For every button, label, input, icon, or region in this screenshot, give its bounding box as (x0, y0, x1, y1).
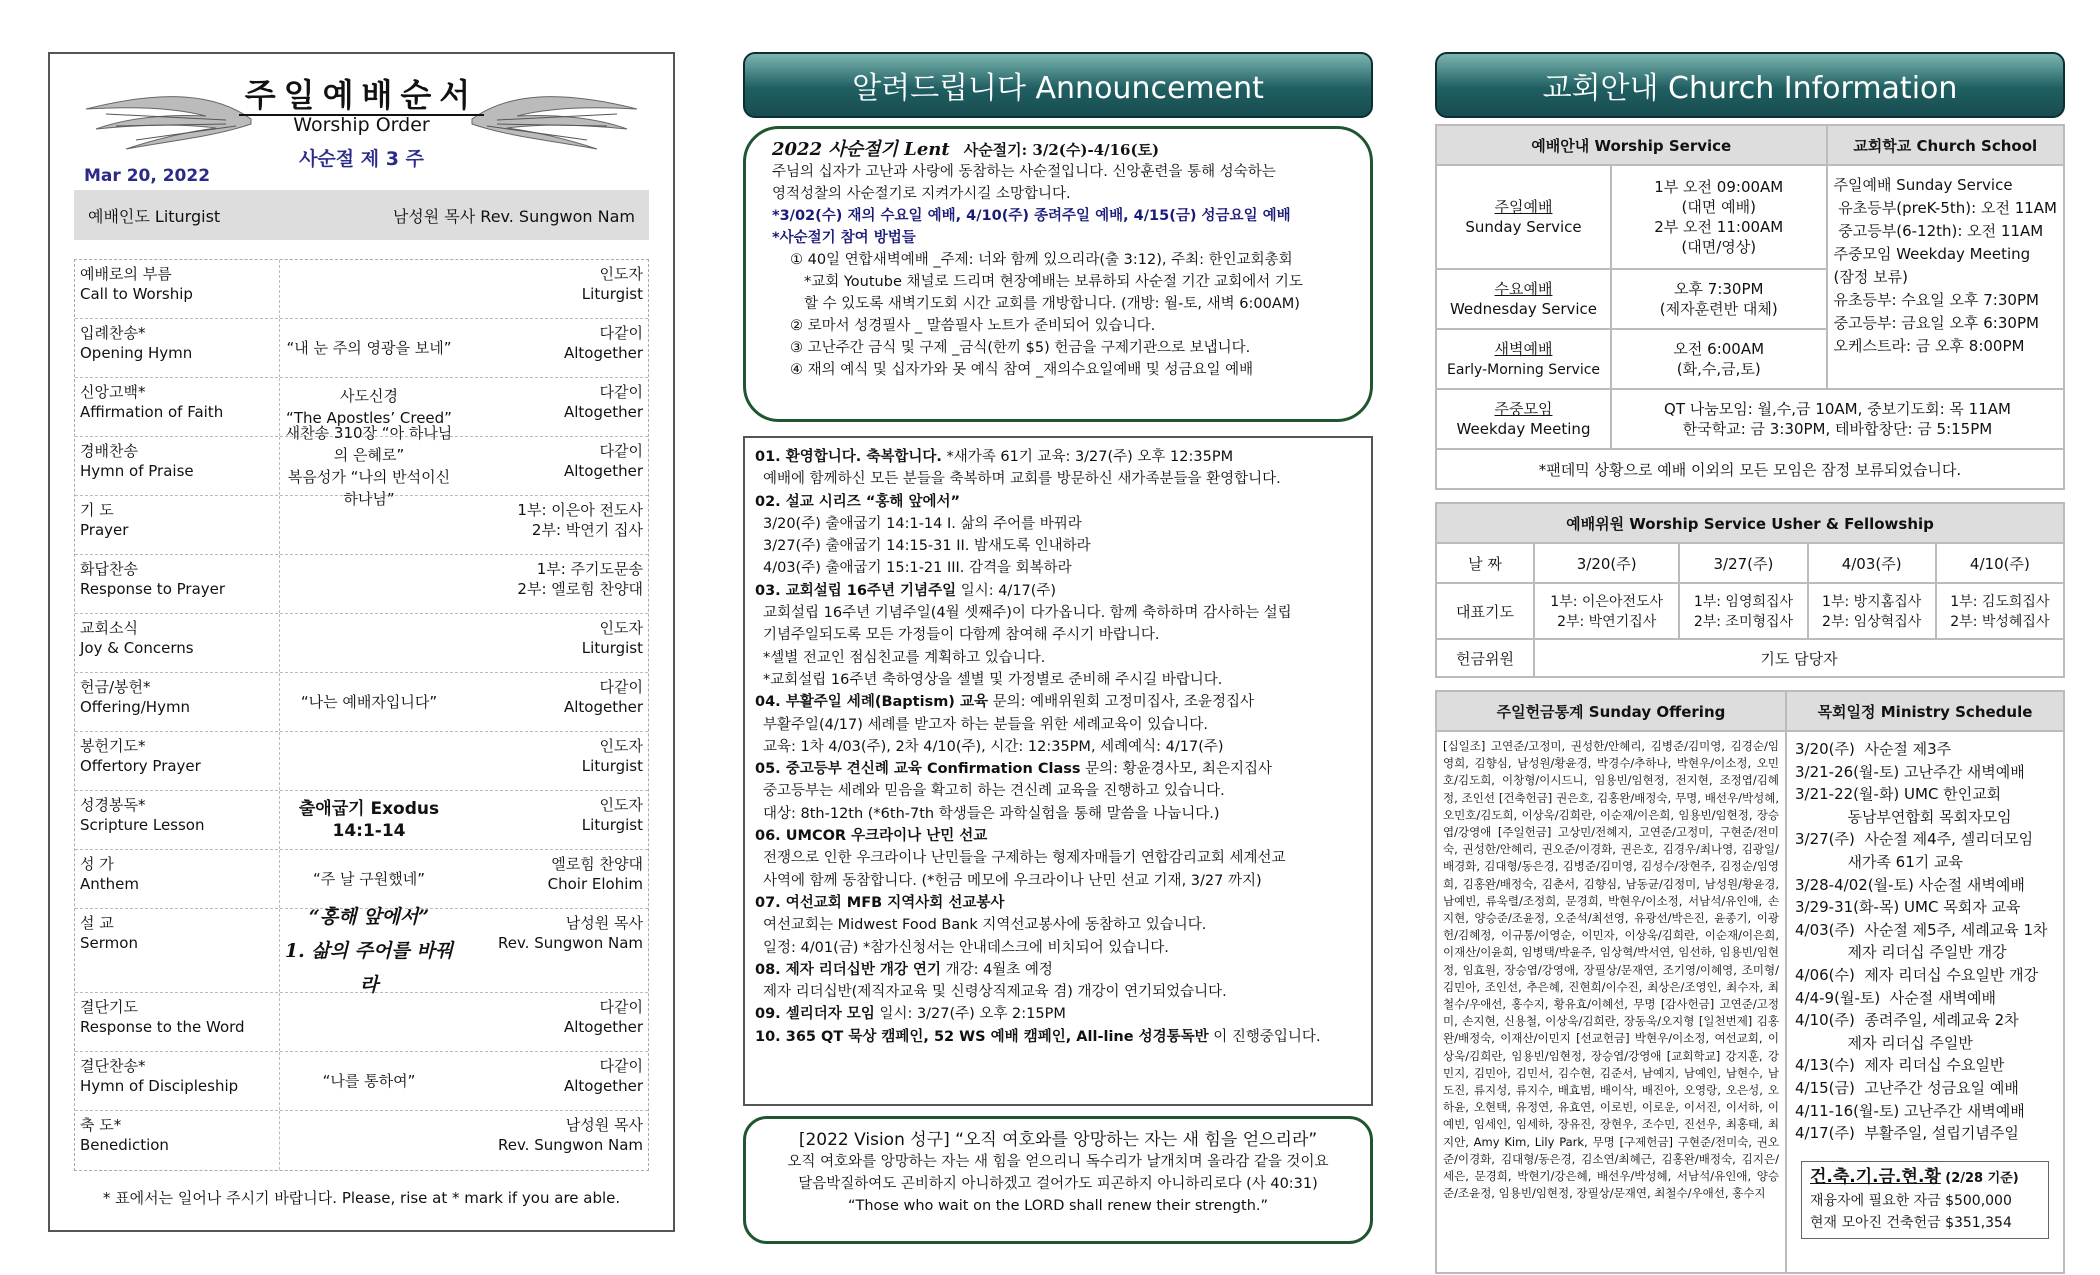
order-row (75, 673, 648, 732)
order-item-leader: 다같이 Altogether (563, 324, 643, 362)
schedule-item: 4/03(주) 사순절 제5주, 세례교육 1차 (1795, 920, 2048, 939)
schedule-item: 3/29-31(화-목) UMC 목회자 교육 (1795, 898, 2021, 917)
news-line: 일정: 4/01(금) *참가신청서는 안내데스크에 비치되어 있습니다. (763, 939, 1169, 956)
order-item-detail (280, 993, 458, 1051)
lent-text-1: 주님의 십자가 고난과 사랑에 동참하는 사순절입니다. 신앙훈련을 통해 성숙하는 (772, 164, 1276, 180)
order-item-name: 입례찬송* Opening Hymn (75, 319, 280, 377)
news-line: 중고등부는 세례와 믿음을 확고히 하는 견신례 교육을 진행하고 있습니다. (763, 783, 1225, 800)
liturgist-label: 예배인도 Liturgist (88, 206, 221, 226)
news-line: 제자 리더십반(제직자교육 및 신령상직제교육 겸) 개강이 연기되었습니다. (763, 984, 1227, 1001)
order-item-detail: 새찬송 310장 “아 하나님의 은혜로” 복음성가 “나의 반석이신 하나님” (285, 424, 453, 508)
order-item-detail (280, 555, 458, 613)
ws-name: 주중모임 Weekday Meeting (1436, 389, 1611, 449)
order-item-detail (280, 732, 458, 790)
building-fund-now: 현재 모아진 건축헌금 $351,354 (1810, 1214, 2012, 1231)
schedule-item: 3/21-26(월-토) 고난주간 새벽예배 (1795, 762, 2025, 781)
ws-time: QT 나눔모임: 월,수,금 10AM, 중보기도회: 목 11AM 한국학교: 금 3:30PM, 테바합창단: 금 5:15PM (1611, 389, 2064, 449)
schedule-heading: 목회일정 Ministry Schedule (1786, 691, 2064, 731)
vision-verse-2: 달음박질하여도 곤비하지 아니하겠고 걸어가도 피곤하지 아니하리로다 (사 40:31) (798, 1176, 1318, 1192)
order-item-detail (280, 496, 458, 554)
order-row (75, 319, 648, 378)
order-item-detail: 사도신경 “The Apostles’ Creed” (286, 387, 452, 427)
lent-text-2: 영적성찰의 사순절기로 지켜가시길 소망합니다. (772, 186, 1071, 202)
ws-name: 수요예배 Wednesday Service (1436, 269, 1611, 329)
schedule-item: 4/10(주) 종려주일, 세례교육 2차 (1795, 1011, 2019, 1030)
order-row (75, 424, 648, 508)
lent-item: ① 40일 연합새벽예배 _주제: 너와 함께 있으리라(출 3:12), 주최: 한인교회총회 (790, 252, 1293, 268)
order-item-detail: “홍해 앞에서” 1. 삶의 주어를 바꿔라 (284, 905, 454, 996)
news-line: 교회설립 16주년 기념주일(4월 셋째주)이 다가옵니다. 함께 축하하며 감사하는 설립 (763, 605, 1292, 622)
order-item-leader: 인도자 Liturgist (581, 265, 643, 303)
lent-item: 할 수 있도록 새벽기도회 시간 교회를 개방합니다. (개방: 월-토, 새벽 6:00AM) (804, 296, 1300, 312)
schedule-item: 4/11-16(월-토) 고난주간 새벽예배 (1795, 1101, 2025, 1120)
order-item-name: 성 가 Anthem (75, 850, 280, 908)
order-item-detail (280, 1111, 458, 1170)
order-item-leader: 1부: 주기도문송 2부: 엘로힘 찬양대 (517, 560, 643, 598)
order-item-name: 신앙고백* Affirmation of Faith (75, 378, 280, 436)
liturgist-bar (74, 190, 649, 240)
order-row (75, 496, 648, 555)
order-item-name: 결단기도 Response to the Word (75, 993, 280, 1051)
usher-col: 3/20(주) (1534, 543, 1679, 583)
news-line: 03. 교회설립 16주년 기념주일 일시: 4/17(주) (755, 582, 1057, 599)
order-item-leader: 다같이 Altogether (563, 442, 643, 480)
order-item-leader: 인도자 Liturgist (581, 796, 643, 834)
prayer-cell: 1부: 김도희집사 2부: 박성혜집사 (1936, 583, 2064, 639)
order-item-name: 화답찬송 Response to Prayer (75, 555, 280, 613)
usher-heading: 예배위원 Worship Service Usher & Fellowship (1436, 503, 2064, 543)
prayer-cell: 1부: 임영희집사 2부: 조미형집사 (1679, 583, 1807, 639)
liturgist-name: 남성원 목사 Rev. Sungwon Nam (392, 206, 635, 226)
order-item-detail: “나는 예배자입니다” (300, 693, 438, 711)
church-school-heading: 교회학교 Church School (1827, 125, 2065, 165)
announcement-banner: 알려드립니다 Announcement (743, 52, 1373, 118)
worship-order-title: 주일예배순서 (74, 70, 649, 116)
church-info-panel (1435, 52, 2065, 1232)
order-item-leader: 인도자 Liturgist (581, 737, 643, 775)
prayer-cell: 1부: 방지홈집사 2부: 임상혁집사 (1808, 583, 1936, 639)
usher-col: 4/10(주) (1936, 543, 2064, 583)
worship-service-heading: 예배안내 Worship Service (1436, 125, 1827, 165)
schedule-item: 4/4-9(월-토) 사순절 새벽예배 (1795, 988, 1996, 1007)
order-item-name: 봉헌기도* Offertory Prayer (75, 732, 280, 790)
ws-time: 오전 6:00AM (화,수,금,토) (1611, 329, 1827, 389)
order-item-detail: “나를 통하여” (322, 1072, 416, 1090)
order-item-name: 축 도* Benediction (75, 1111, 280, 1170)
building-fund-need: 재융자에 필요한 자금 $500,000 (1810, 1192, 2012, 1209)
vision-box (743, 1116, 1373, 1244)
news-line: 기념주일되도록 모든 가정들이 다함께 참여해 주시기 바랍니다. (763, 627, 1160, 644)
pandemic-note: *팬데믹 상황으로 예배 이외의 모든 모임은 잠정 보류되었습니다. (1436, 449, 2064, 489)
lent-methods-heading: *사순절기 참여 방법들 (772, 230, 916, 246)
offering-schedule-table (1435, 690, 2065, 1274)
offering-list: [십일조] 고연준/고정미, 권성한/안혜리, 김병준/김미영, 김경순/임영희, 김향심, 남성원/황윤경, 박경수/추하나, 박현우/이소정, 오민호/김도희, 이창형/이시드니, 임용빈/임현정, 전지현, 조정엽/김혜정, 조인선 [건축헌금] 권은호, 김홍완/배정숙, 무명, 배선우/박성혜, 오민호/김도희, 이상욱/김희란, 이순재/이은희, 임용빈/임현정, 장승엽/강영애 [주일헌금] 고상민/전혜지, 고연준/고정미, 구현준/전미숙, 권성한/안혜리, 권오준/이경화, 권은호, 김경우/최나영, 김광일/배경화, 김대형/동은경, 김병준/김미영, 김성수/장현주, 김정순/임영희, 김홍완/배정숙, 김춘서, 김향심, 남동균/김정미, 남성원/황윤경, 남예빈, 류욱렬/조정희, 문경희, 박현우/이소정, 서남석/유인애, 손지현, 양승준/조윤정, 오준석/최선영, 유광선/박은진, 윤종기, 이광헌/김혜정, 이규통/이영순, 이민자, 이상욱/김희란, 이순재/이은희, 이재산/이윤희, 임병택/박윤주, 임상혁/박서연, 임선하, 임용빈/임현정, 임효원, 장승엽/강영애, 장필상/문재연, 조기영/이혜영, 조미형/김민아, 조인선, 추은혜, 진현희/이수진, 최상은/조영인, 최수자, 최철수/우애선, 홍수지, 황유효/이혜선, 무명 [감사헌금] 고연준/고정미, 손지현, 신용철, 이상욱/김희란, 장동욱/오지형 [일천번제] 김홍완/배정숙, 이재산/이민지 [선교헌금] 박현우/이소정, 여선교회, 이상욱/김희란, 임용빈/임현정, 장승엽/강영애 [교회학교] 강지훈, 강민지, 김민아, 김민서, 김수현, 김준서, 남예지, 남예인, 남현수, 남도진, 류지성, 류지수, 배효범, 배이삭, 배진아, 오영랑, 오은성, 오하윤, 오현택, 유정연, 유효연, 이로빈, 이로운, 이서진, 이서하, 이예빈, 임세인, 임세하, 장유진, 장현우, 조수민, 진선우, 최홍태, 최지안, Amy Kim, Lily Park, 무명 [구제헌금] 구현준/전미숙, 권오준/이경화, 김대형/동은경, 김소연/최혜근, 김홍완/배정숙, 김지은/세은, 문경희, 박현기/강은혜, 배선우/박성혜, 서남석/유인애, 양승준/조윤정, 임용빈/임현정, 장필상/문재연, 최철수/우애선, 홍수지 (1436, 731, 1786, 1273)
schedule-item: 4/06(수) 제자 리더십 수요일반 개강 (1795, 965, 2039, 984)
schedule-item: 4/17(주) 부활주일, 설립기념주일 (1795, 1124, 2019, 1143)
worship-order-title-en: Worship Order (293, 114, 430, 136)
order-item-detail: 출애굽기 Exodus 14:1-14 (298, 799, 440, 841)
usher-col: 날 짜 (1436, 543, 1534, 583)
building-fund-box (1801, 1161, 2049, 1239)
lent-item: ③ 고난주간 금식 및 구제 _금식(한끼 $5) 헌금을 구제기관으로 보냅니다. (790, 340, 1251, 356)
lent-item: *교회 Youtube 채널로 드리며 현장예배는 보류하되 사순절 기간 교회에서 기도 (804, 274, 1303, 290)
order-item-detail: “주 날 구원했네” (312, 870, 426, 888)
order-row (75, 993, 648, 1052)
news-line: 전쟁으로 인한 우크라이나 난민들을 구제하는 형제자매들기 연합감리교회 세계선교 (763, 850, 1286, 867)
announcement-panel (743, 52, 1373, 1232)
offering-heading: 주일헌금통계 Sunday Offering (1436, 691, 1786, 731)
order-item-leader: 다같이 Altogether (563, 998, 643, 1036)
order-row (75, 1052, 648, 1111)
order-item-detail: “내 눈 주의 영광을 보네” (286, 339, 452, 357)
schedule-list (1795, 738, 2055, 1145)
schedule-item: 동남부연합회 목회자모임 (1795, 807, 2012, 826)
schedule-item: 3/28-4/02(월-토) 사순절 새벽예배 (1795, 875, 2025, 894)
order-item-name: 성경봉독* Scripture Lesson (75, 791, 280, 849)
news-line: 3/20(주) 출애굽기 14:1-14 I. 삶의 주어를 바꿔라 (763, 515, 1082, 532)
ws-name: 새벽예배 Early-Morning Service (1436, 329, 1611, 389)
schedule-cell (1786, 731, 2064, 1273)
news-line: 05. 중고등부 견신례 교육 Confirmation Class 문의: 황윤경사모, 최은지집사 (755, 761, 1272, 778)
order-row (75, 905, 648, 996)
order-row (75, 614, 648, 673)
news-line: *셀별 전교인 점심친교를 계획하고 있습니다. (763, 649, 1046, 666)
building-fund-date: (2/28 기준) (1945, 1170, 2019, 1186)
rise-footnote: * 표에서는 일어나 주시기 바랍니다. Please, rise at * mark if you are able. (102, 1189, 621, 1207)
order-item-name: 경배찬송 Hymn of Praise (75, 437, 280, 495)
schedule-item: 3/20(주) 사순절 제3주 (1795, 740, 1952, 758)
news-line: 교육: 1차 4/03(주), 2차 4/10(주), 시간: 12:35PM, 세례예식: 4/17(주) (763, 738, 1224, 755)
order-row (75, 732, 648, 791)
lent-box (743, 126, 1373, 422)
order-item-leader: 다같이 Altogether (563, 678, 643, 716)
news-line: 07. 여선교회 MFB 지역사회 선교봉사 (755, 894, 1005, 911)
order-item-name: 교회소식 Joy & Concerns (75, 614, 280, 672)
order-item-name: 기 도 Prayer (75, 496, 280, 554)
service-table (1435, 124, 2065, 490)
news-line: 10. 365 QT 묵상 캠페인, 52 WS 예배 캠페인, All-line 성경통독반 이 진행중입니다. (755, 1028, 1321, 1045)
building-fund-title: 건.축.기.금.현.황 (1810, 1166, 1941, 1187)
order-item-leader: 남성원 목사 Rev. Sungwon Nam (497, 914, 643, 952)
order-item-leader: 남성원 목사 Rev. Sungwon Nam (497, 1116, 643, 1154)
order-item-name: 결단찬송* Hymn of Discipleship (75, 1052, 280, 1110)
usher-table (1435, 502, 2065, 678)
offering-value: 기도 담당자 (1534, 639, 2064, 677)
order-row (75, 1111, 648, 1170)
lent-title: 2022 사순절기 Lent 사순절기: 3/2(수)-4/16(토) (772, 139, 1160, 160)
news-line: 여선교회는 Midwest Food Bank 지역선교봉사에 동참하고 있습니다. (763, 917, 1207, 934)
news-line: 04. 부활주일 세례(Baptism) 교육 문의: 예배위원회 고정미집사, 조윤정집사 (755, 694, 1255, 711)
news-line: 예배에 함께하신 모든 분들을 축복하며 교회를 방문하신 새가족분들을 환영합니다. (763, 471, 1281, 488)
schedule-item: 새가족 61기 교육 (1795, 852, 1964, 871)
order-item-leader: 엘로힘 찬양대 Choir Elohim (547, 855, 643, 893)
order-row (75, 791, 648, 850)
order-table (74, 259, 649, 1171)
order-item-leader: 다같이 Altogether (563, 1057, 643, 1095)
vision-verse-1: 오직 여호와를 앙망하는 자는 새 힘을 얻으리니 독수리가 날개치며 올라감 같을 것이요 (787, 1154, 1329, 1170)
usher-col: 4/03(주) (1808, 543, 1936, 583)
news-line: 01. 환영합니다. 축복합니다. *새가족 61기 교육: 3/27(주) 오후 12:35PM (755, 449, 1234, 465)
news-line: 대상: 8th-12th (*6th-7th 학생들은 과학실험을 통해 말씀을 나눕니다.) (763, 805, 1220, 822)
schedule-item: 3/27(주) 사순절 제4주, 셀리더모임 (1795, 830, 2034, 849)
news-line: *교회설립 16주년 축하영상을 셀별 및 가정별로 준비해 주시길 바랍니다. (763, 671, 1223, 688)
order-row (75, 260, 648, 319)
schedule-item: 4/13(수) 제자 리더십 수요일반 (1795, 1056, 2005, 1075)
news-list (743, 436, 1373, 1106)
season-label: 사순절 제 3 주 (299, 148, 424, 170)
schedule-item: 3/21-22(월-화) UMC 한인교회 (1795, 785, 2002, 804)
schedule-item: 제자 리더십 주일반 개강 (1795, 943, 2007, 962)
vision-verse-en: “Those who wait on the LORD shall renew their strength.” (847, 1198, 1269, 1214)
news-line: 06. UMCOR 우크라이나 난민 선교 (755, 828, 988, 845)
prayer-cell: 1부: 이은아전도사 2부: 박연기집사 (1534, 583, 1679, 639)
lent-item: ④ 재의 예식 및 십자가와 못 예식 참여 _재의수요일예배 및 성금요일 예배 (790, 362, 1254, 378)
news-line: 09. 셀리더자 모임 일시: 3/27(주) 오후 2:15PM (755, 1006, 1066, 1023)
order-row (75, 555, 648, 614)
church-info-banner: 교회안내 Church Information (1435, 52, 2065, 118)
worship-order-panel (48, 52, 675, 1232)
order-item-name: 예배로의 부름 Call to Worship (75, 260, 280, 318)
ws-name: 주일예배 Sunday Service (1436, 165, 1611, 269)
order-item-detail (280, 260, 458, 318)
service-date: Mar 20, 2022 (84, 166, 211, 186)
ws-time: 오후 7:30PM (제자훈련반 대체) (1611, 269, 1827, 329)
schedule-item: 4/15(금) 고난주간 성금요일 예배 (1795, 1078, 2019, 1097)
order-item-name: 헌금/봉헌* Offering/Hymn (75, 673, 280, 731)
order-item-leader: 다같이 Altogether (563, 383, 643, 421)
offering-label: 헌금위원 (1436, 639, 1534, 677)
news-line: 사역에 함께 동참합니다. (*헌금 메모에 우크라이나 난민 선교 기재, 3/27 까지) (763, 872, 1262, 889)
order-item-leader: 1부: 이은아 전도사 2부: 박연기 집사 (517, 501, 643, 539)
church-school-info: 주일예배 Sunday Service 유초등부(preK-5th): 오전 11AM 중고등부(6-12th): 오전 11AM 주중모임 Weekday Meeting (잠정 보류) 유초등부: 수요일 오후 7:30PM 중고등부: 금요일 오후 6:30PM 오케스트라: 금 오후 8:00PM (1827, 165, 2065, 389)
order-item-leader: 인도자 Liturgist (581, 619, 643, 657)
lent-services: *3/02(수) 재의 수요일 예배, 4/10(주) 종려주일 예배, 4/15(금) 성금요일 예배 (772, 208, 1291, 224)
news-line: 4/03(주) 출애굽기 15:1-21 III. 감격을 회복하라 (763, 560, 1072, 577)
order-item-detail (280, 614, 458, 672)
news-line: 02. 설교 시리즈 “홍해 앞에서” (755, 493, 961, 510)
prayer-label: 대표기도 (1436, 583, 1534, 639)
news-line: 3/27(주) 출애굽기 14:15-31 II. 밤새도록 인내하라 (763, 538, 1091, 555)
worship-order-header (74, 54, 649, 259)
ws-time: 1부 오전 09:00AM (대면 예배) 2부 오전 11:00AM (대면/영상) (1611, 165, 1827, 269)
order-item-name: 설 교 Sermon (75, 909, 280, 992)
vision-title: [2022 Vision 성구] “오직 여호와를 앙망하는 자는 새 힘을 얻으리라” (798, 1130, 1318, 1150)
usher-col: 3/27(주) (1679, 543, 1807, 583)
lent-item: ② 로마서 성경필사 _ 말씀필사 노트가 준비되어 있습니다. (790, 318, 1156, 334)
news-line: 부활주일(4/17) 세례를 받고자 하는 분들을 위한 세례교육이 있습니다. (763, 716, 1208, 733)
news-line: 08. 제자 리더십반 개강 연기 개강: 4월초 예정 (755, 961, 1053, 978)
schedule-item: 제자 리더십 주일반 (1795, 1033, 1973, 1052)
